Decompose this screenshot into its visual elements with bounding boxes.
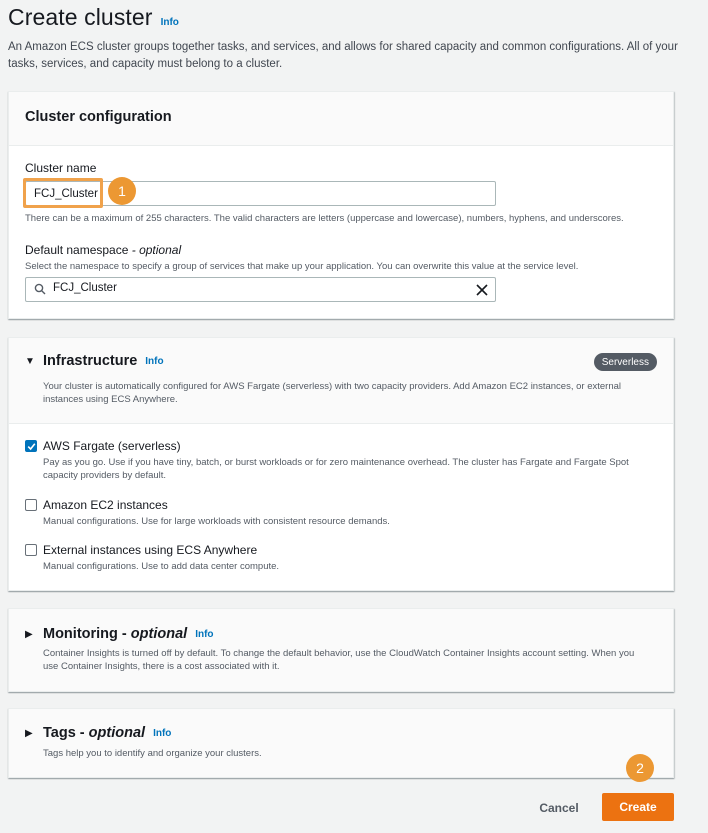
cluster-name-label: Cluster name (25, 161, 97, 175)
monitoring-info-link[interactable]: Info (195, 628, 214, 640)
external-description: Manual configurations. Use to add data center compute. (43, 561, 280, 572)
cluster-configuration-title: Cluster configuration (25, 109, 172, 125)
cluster-configuration-panel (8, 91, 674, 319)
step-1-badge: 1 (108, 177, 136, 205)
cluster-configuration-header (9, 92, 673, 146)
tags-title-text: Tags (43, 725, 76, 741)
step-2-badge: 2 (626, 754, 654, 782)
caret-down-icon: ▼ (25, 355, 35, 367)
page-title: Create cluster (8, 4, 153, 30)
cluster-name-highlight (23, 178, 103, 208)
namespace-label (25, 243, 181, 257)
monitoring-title: Monitoring - optional (43, 626, 188, 642)
close-icon[interactable] (475, 283, 489, 297)
external-option[interactable] (25, 543, 257, 557)
page-info-link[interactable]: Info (160, 17, 179, 28)
tags-panel (8, 708, 674, 778)
ec2-description: Manual configurations. Use for large workloads with consistent resource demands. (43, 516, 390, 527)
monitoring-optional-text: optional (130, 626, 188, 642)
serverless-badge: Serverless (594, 353, 657, 371)
ec2-checkbox[interactable] (25, 499, 37, 511)
namespace-hint: Select the namespace to specify a group of services that make up your application. You can overwrite this value at the service level. (25, 261, 579, 272)
infrastructure-toggle[interactable] (25, 353, 164, 369)
namespace-select[interactable] (25, 277, 496, 302)
monitoring-title-text: Monitoring (43, 626, 118, 642)
fargate-checkbox[interactable] (25, 440, 37, 452)
cancel-button[interactable]: Cancel (539, 800, 579, 815)
namespace-value: FCJ_Cluster (53, 282, 117, 294)
fargate-label: AWS Fargate (serverless) (43, 439, 181, 453)
tags-optional-text: optional (88, 725, 146, 741)
create-button[interactable]: Create (602, 793, 674, 821)
namespace-label-text: Default namespace (25, 243, 129, 257)
checkmark-icon (27, 442, 36, 451)
tags-title: Tags - optional (43, 725, 146, 741)
fargate-option[interactable] (25, 439, 181, 453)
external-label: External instances using ECS Anywhere (43, 543, 258, 557)
infrastructure-info-link[interactable]: Info (145, 355, 164, 367)
fargate-description: Pay as you go. Use if you have tiny, batch, or burst workloads or for zero maintenance overhead. The cluster has Fargate and Fargate Spot capacity providers by default. (43, 457, 629, 481)
caret-right-icon: ▶ (25, 628, 33, 640)
infrastructure-title: Infrastructure (43, 353, 138, 369)
caret-right-icon: ▶ (25, 727, 33, 739)
tags-description: Tags help you to identify and organize your clusters. (43, 748, 262, 759)
ec2-label: Amazon EC2 instances (43, 498, 168, 512)
search-icon (34, 283, 46, 295)
cluster-name-hint: There can be a maximum of 255 characters. The valid characters are letters (uppercase and lowercase), numbers, hyphens, and underscores. (25, 213, 624, 224)
page-description: An Amazon ECS cluster groups together tasks, and services, and allows for shared capacity and common configurations. All of your tasks, services, and capacity must belong to a cluster. (8, 41, 678, 70)
tags-info-link[interactable]: Info (153, 727, 172, 739)
infrastructure-header (9, 338, 673, 424)
monitoring-description: Container Insights is turned off by default. To change the default behavior, use the CloudWatch Container Insights account setting. When you use Container Insights, there is a cost associated with it. (43, 648, 635, 672)
external-checkbox[interactable] (25, 544, 37, 556)
monitoring-toggle[interactable] (25, 626, 214, 642)
tags-toggle[interactable] (25, 725, 171, 741)
infrastructure-panel (8, 337, 674, 591)
monitoring-panel (8, 608, 674, 692)
namespace-optional-text: - optional (131, 243, 182, 257)
ec2-option[interactable] (25, 498, 168, 512)
infrastructure-description: Your cluster is automatically configured for AWS Fargate (serverless) with two capacity providers. Add Amazon EC2 instances, or external instances using ECS Anywhere. (43, 381, 621, 405)
page-header (8, 4, 179, 31)
